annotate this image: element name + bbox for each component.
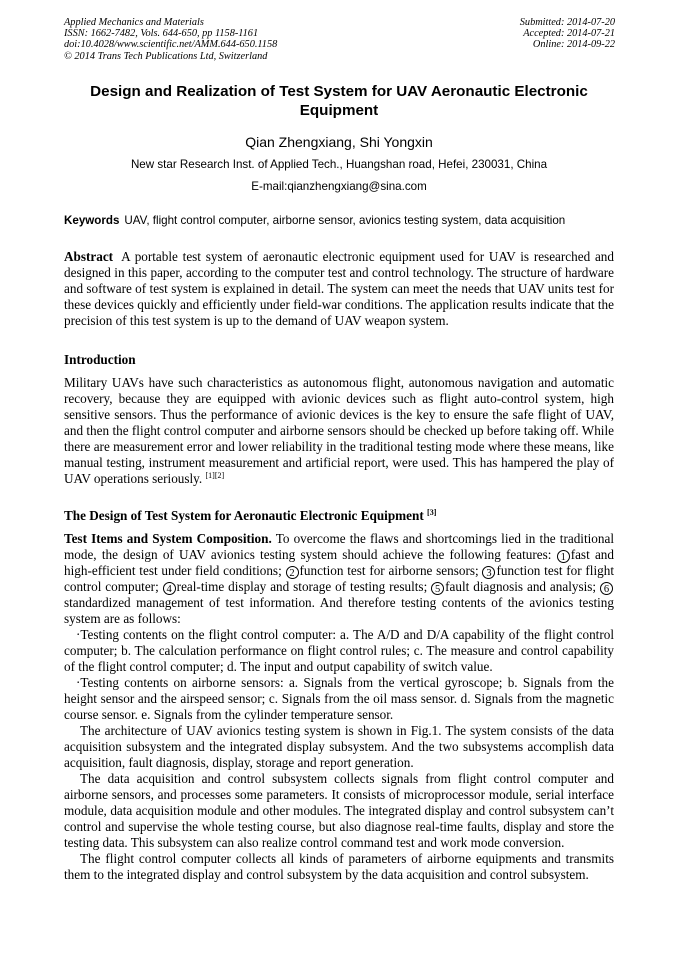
- features-paragraph: [64, 531, 614, 627]
- accepted-date: Accepted: 2014-07-21: [523, 28, 615, 40]
- keywords-text: UAV, flight control computer, airborne sensor, avionics testing system, data acquisition: [124, 214, 566, 227]
- abstract-section: [64, 249, 614, 329]
- introduction-citation[interactable]: [1][2]: [205, 471, 225, 480]
- feature-text-2: function test for airborne sensors;: [299, 563, 479, 578]
- journal-name: Applied Mechanics and Materials: [64, 17, 204, 28]
- introduction-text: Military UAVs have such characteristics as autonomous flight, autonomous navigation and automatic recovery, because they are equipped with avionic devices such as flight auto-control system, high sensitive sensors. Thus the performance of avionic devices is the key to ensure the safe flight of UAV, and then the flight control computer and airborne sensors should be checked up before taking off. While there are measurement error and lower reliability in the traditional testing mode where these means, like manual testing, instrument measurement and artificial report, were used. This has hampered the play of UAV operations seriously.: [64, 375, 614, 486]
- bullet-flight-control: ·Testing contents on the flight control computer: a. The A/D and D/A capability of the flight control computer; b. The calculation performance on flight control rules; c. The measure and control capability of the flight control computer; d. The input and output capability of switch value.: [64, 627, 614, 674]
- paper-title: Design and Realization of Test System for UAV Aeronautic Electronic Equipment: [90, 83, 588, 119]
- design-intro-text: To overcome the flaws and shortcomings lied in the traditional mode, the design of UAV avionics testing system should achieve the following features:: [64, 531, 614, 562]
- author-email[interactable]: E-mail:qianzhengxiang@sina.com: [251, 180, 427, 193]
- subsystem-paragraph: The data acquisition and control subsystem collects signals from flight control computer and airborne sensors, and processes some parameters. It consists of microprocessor module, serial interface module, data acquisition module and other modules. The integrated display and control subsystem can’t control and supervise the whole testing course, but also diagnose real-time faults, display and store the testing data. This subsystem can also realize control command test and work mode conversion.: [64, 771, 614, 850]
- introduction-section: [64, 375, 614, 487]
- abstract-text: A portable test system of aeronautic electronic equipment used for UAV is researched and designed in this paper, according to the computer test and control technology. The structure of hardware and software of test system is explained in detail. The system can meet the needs that UAV units test for these devices quickly and efficiently under field-war conditions. The application results indicate that the precision of this test system is up to the demand of UAV weapon system.: [64, 249, 614, 328]
- issn-line: ISSN: 1662-7482, Vols. 644-650, pp 1158-1161: [64, 28, 259, 40]
- feature-text-4: real-time display and storage of testing results;: [176, 579, 428, 594]
- feature-number-1: 1: [557, 550, 570, 563]
- design-heading-citation[interactable]: [3]: [427, 508, 437, 517]
- dates-header: [520, 17, 615, 51]
- architecture-paragraph: The architecture of UAV avionics testing system is shown in Fig.1. The system consists of the data acquisition subsystem and the integrated display subsystem. And the two subsystems accomplish data acquisition, fault diagnosis, display, storage and report generation.: [64, 723, 614, 770]
- submitted-date: Submitted: 2014-07-20: [519, 17, 615, 28]
- design-heading-text: The Design of Test System for Aeronautic Electronic Equipment: [64, 508, 424, 523]
- doi-line[interactable]: doi:10.4028/www.scientific.net/AMM.644-650.1158: [64, 39, 278, 51]
- design-heading: [64, 508, 436, 524]
- keywords-line: [64, 213, 617, 228]
- flight-computer-paragraph: The flight control computer collects all kinds of parameters of airborne equipments and transmits them to the integrated display and control subsystem by the data acquisition and control subsystem.: [64, 851, 614, 882]
- feature-number-5: 5: [431, 582, 444, 595]
- feature-number-3: 3: [482, 566, 495, 579]
- feature-text-3: function test for flight control computer;: [64, 563, 614, 594]
- design-section: [64, 531, 614, 883]
- journal-header: [64, 17, 277, 62]
- abstract-label: Abstract: [64, 249, 114, 264]
- online-date: Online: 2014-09-22: [532, 39, 615, 51]
- feature-number-6: 6: [600, 582, 613, 595]
- copyright-line: © 2014 Trans Tech Publications Ltd, Switzerland: [64, 50, 268, 62]
- keywords-label: Keywords: [64, 214, 120, 227]
- feature-text-1: fast and high-efficient test under field conditions;: [64, 547, 614, 578]
- feature-text-5: fault diagnosis and analysis;: [445, 579, 597, 594]
- paper-authors: Qian Zhengxiang, Shi Yongxin: [245, 134, 433, 150]
- features-tail: And therefore testing contents of the avionics testing system are as follows:: [64, 595, 614, 626]
- author-affiliation: New star Research Inst. of Applied Tech., Huangshan road, Hefei, 230031, China: [130, 158, 548, 171]
- introduction-heading: Introduction: [64, 352, 136, 367]
- feature-number-2: 2: [286, 566, 299, 579]
- bullet-airborne-sensors: ·Testing contents on airborne sensors: a. Signals from the vertical gyroscope; b. Signals from the height sensor and the airspeed sensor; c. Signals from the oil mass sensor. d. Signals from the magnetic course sensor. e. Signals from the cylinder temperature sensor.: [64, 675, 614, 722]
- design-subheading: Test Items and System Composition.: [64, 531, 272, 546]
- feature-text-6: standardized management of test information.: [64, 595, 315, 610]
- feature-number-4: 4: [163, 582, 176, 595]
